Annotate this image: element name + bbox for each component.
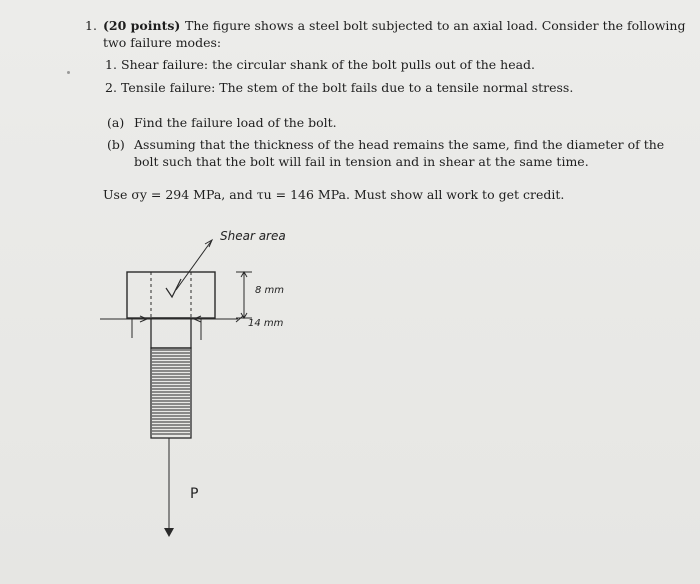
problem-intro-line1: The figure shows a steel bolt subjected to an axial load. Consider the following — [185, 18, 686, 33]
part-a-text: Find the failure load of the bolt. — [134, 115, 337, 130]
bolt-shank — [151, 318, 191, 348]
mode-2-number: 2. — [105, 80, 117, 95]
problem-number: 1. — [85, 18, 97, 33]
mode-2-text: Tensile failure: The stem of the bolt fails due to a tensile normal stress. — [121, 80, 574, 95]
problem-intro-line2: two failure modes: — [103, 35, 222, 50]
given-values-line: Use σy = 294 MPa, and τu = 146 MPa. Must show all work to get credit. — [103, 187, 565, 202]
mode-1-number: 1. — [105, 57, 117, 72]
part-a-label: (a) — [107, 115, 125, 130]
part-b-text-line1: Assuming that the thickness of the head remains the same, find the diameter of the — [134, 137, 665, 152]
mode-1-text: Shear failure: the circular shank of the bolt pulls out of the head. — [121, 57, 536, 72]
part-b-text-line2: bolt such that the bolt will fail in tension and in shear at the same time. — [134, 154, 589, 169]
load-arrow-icon — [164, 528, 174, 537]
thread-lines — [152, 350, 190, 434]
problem-points: (20 points) — [103, 18, 181, 33]
shear-leader-line — [176, 240, 212, 290]
leader-arrow-icon — [205, 240, 212, 247]
part-b-label: (b) — [107, 137, 125, 152]
load-label: P — [190, 486, 199, 502]
width-label: 14 mm — [248, 318, 284, 329]
thickness-label: 8 mm — [255, 285, 285, 296]
check-mark-icon — [166, 279, 181, 297]
shear-area-label: Shear area — [220, 229, 286, 243]
